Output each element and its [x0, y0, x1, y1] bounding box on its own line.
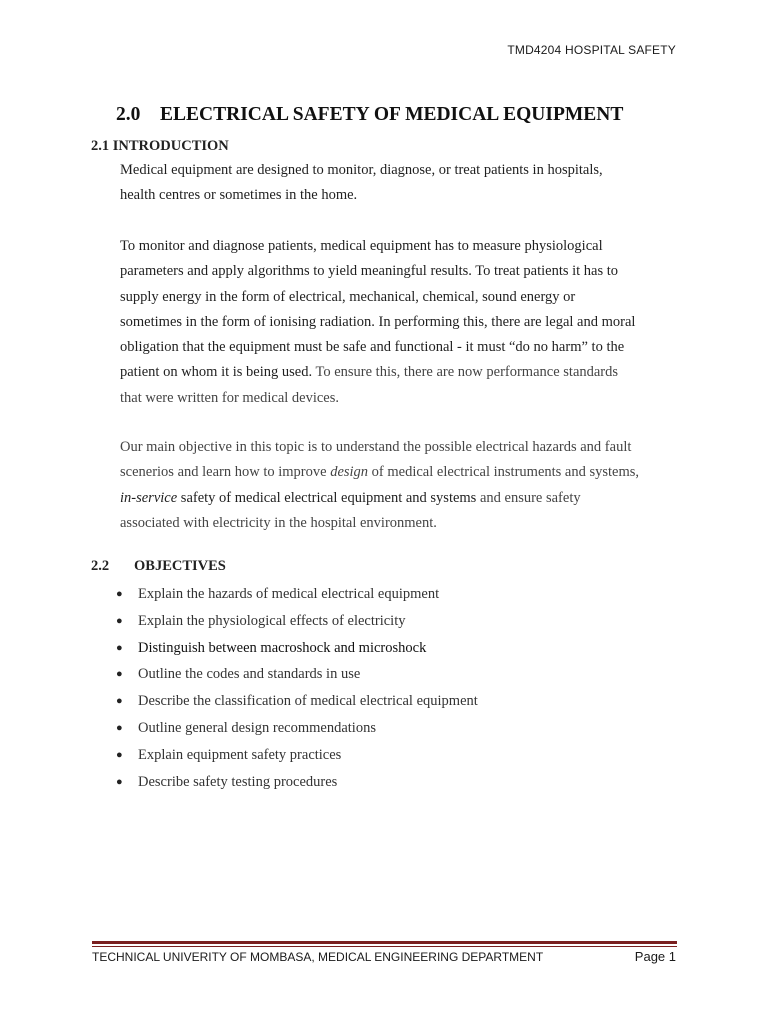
bullet-icon: ●: [116, 668, 123, 681]
objective-text: Explain the hazards of medical electrical equipment: [138, 586, 440, 602]
objective-text: Distinguish between macroshock and microshock: [138, 639, 427, 656]
paragraph-line: health centres or sometimes in the home.: [120, 187, 358, 204]
list-item: [114, 769, 478, 796]
bullet-icon: ●: [116, 641, 123, 654]
introduction-paragraph-2: [120, 234, 680, 411]
introduction-paragraph-1: [120, 158, 680, 209]
list-item: [114, 715, 478, 742]
paragraph-line: Medical equipment are designed to monitor, diagnose, or treat patients in hospitals,: [120, 162, 603, 178]
chapter-title-text: ELECTRICAL SAFETY OF MEDICAL EQUIPMENT: [160, 104, 624, 125]
list-item: [114, 742, 478, 769]
objectives-heading-text: OBJECTIVES: [134, 558, 226, 574]
paragraph-line: sometimes in the form of ionising radiation. In performing this, there are legal and moral: [120, 313, 636, 330]
objective-text: Describe safety testing procedures: [138, 773, 338, 790]
objective-text: Describe the classification of medical electrical equipment: [138, 693, 478, 710]
paragraph-segment: scenerios and learn how to improve: [120, 464, 331, 481]
bullet-icon: ●: [116, 721, 123, 734]
paragraph-segment: and ensure safety: [476, 489, 581, 506]
paragraph-line: that were written for medical devices.: [120, 389, 340, 406]
footer-divider-thick: [92, 941, 677, 944]
bullet-icon: ●: [116, 695, 123, 708]
bullet-icon: ●: [116, 614, 123, 627]
paragraph-line: To monitor and diagnose patients, medical equipment has to measure physiological: [120, 238, 603, 254]
footer-institution: TECHNICAL UNIVERITY OF MOMBASA, MEDICAL ENGINEERING DEPARTMENT: [92, 950, 544, 964]
list-item: [114, 581, 478, 608]
objective-text: Explain the physiological effects of electricity: [138, 612, 406, 629]
emphasis-in-service: in-service: [120, 489, 178, 506]
paragraph-line: [120, 360, 680, 385]
running-header: TMD4204 HOSPITAL SAFETY: [507, 43, 676, 57]
introduction-paragraph-3: [120, 435, 680, 536]
objectives-heading: [91, 558, 226, 575]
chapter-number: 2.0: [116, 104, 141, 125]
list-item: [114, 688, 478, 715]
paragraph-line: Our main objective in this topic is to understand the possible electrical hazards and fault: [120, 439, 632, 455]
paragraph-segment: patient on whom it is being used.: [120, 364, 313, 381]
objectives-number: 2.2: [91, 558, 110, 574]
introduction-heading: 2.1 INTRODUCTION: [91, 138, 229, 154]
paragraph-line: [120, 486, 680, 511]
objective-text: Outline the codes and standards in use: [138, 666, 361, 683]
bullet-icon: ●: [116, 748, 123, 761]
chapter-title: [116, 104, 623, 126]
paragraph-line: associated with electricity in the hospital environment.: [120, 514, 437, 531]
page-number: Page 1: [634, 949, 676, 964]
bullet-icon: ●: [116, 588, 123, 600]
paragraph-line: parameters and apply algorithms to yield meaningful results. To treat patients it has to: [120, 263, 619, 280]
objectives-list: [114, 581, 478, 795]
list-item: [114, 635, 478, 662]
objective-text: Explain equipment safety practices: [138, 746, 342, 763]
paragraph-line: obligation that the equipment must be safe and functional - it must “do no harm” to the: [120, 339, 625, 356]
bullet-icon: ●: [116, 775, 123, 788]
footer-divider-thin: [92, 946, 677, 947]
paragraph-segment: of medical electrical instruments and systems,: [368, 464, 640, 481]
list-item: [114, 608, 478, 635]
emphasis-design: design: [330, 464, 369, 481]
paragraph-line: supply energy in the form of electrical, mechanical, chemical, sound energy or: [120, 288, 576, 305]
paragraph-segment: To ensure this, there are now performance standards: [312, 364, 619, 381]
objective-text: Outline general design recommendations: [138, 719, 376, 736]
list-item: [114, 661, 478, 688]
paragraph-segment: safety of medical electrical equipment and systems: [177, 489, 477, 506]
paragraph-line: [120, 460, 680, 485]
